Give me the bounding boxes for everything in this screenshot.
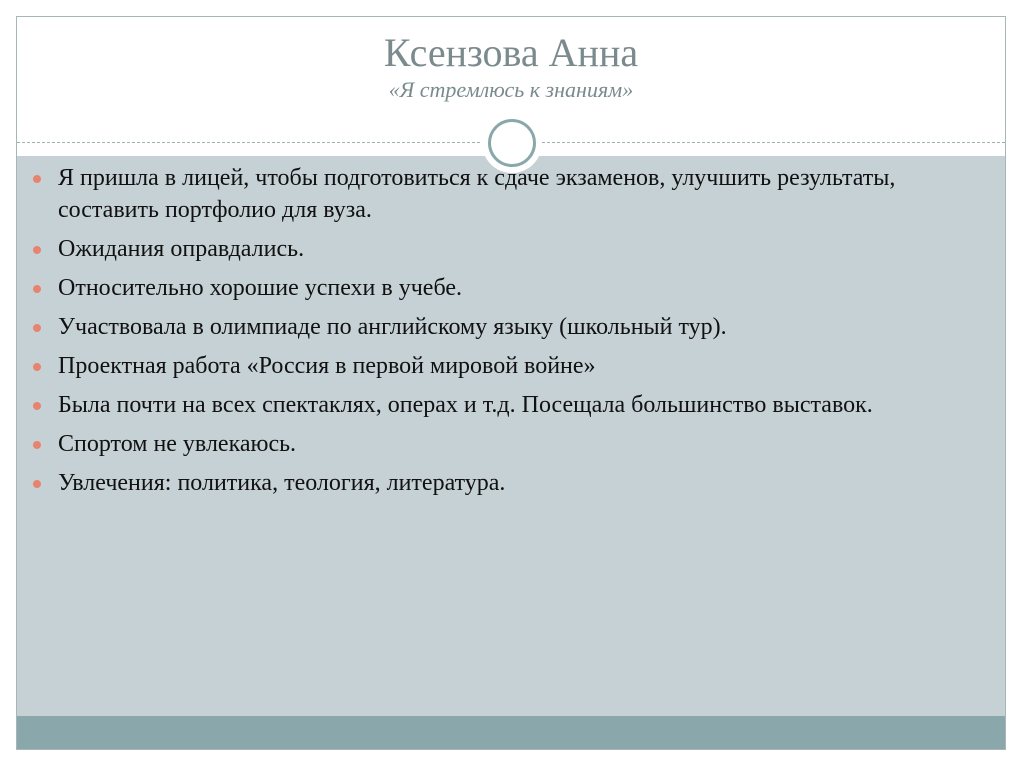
slide-subtitle: «Я стремлюсь к знаниям» (388, 77, 634, 102)
list-item-text: Проектная работа «Россия в первой мировой войне» (58, 353, 596, 379)
bullet-dot-icon (33, 402, 41, 410)
bullet-dot-icon (33, 324, 41, 332)
bullet-dot-icon (33, 285, 41, 293)
bullet-dot-icon (33, 363, 41, 371)
list-item-text: Участвовала в олимпиаде по английскому языку (школьный тур). (58, 314, 727, 340)
bullet-dot-icon (33, 480, 41, 488)
list-item (58, 428, 958, 460)
bullet-dot-icon (33, 175, 41, 183)
list-item-text: Ожидания оправдались. (58, 236, 305, 262)
list-item-text: Увлечения: политика, теология, литература. (58, 470, 506, 496)
list-item-text: Я пришла в лицей, чтобы подготовиться к сдаче экзаменов, улучшить результаты, составить портфолио для вуза. (58, 165, 896, 223)
bullet-dot-icon (33, 246, 41, 254)
list-item (58, 162, 958, 226)
list-item (58, 233, 958, 265)
list-item (58, 311, 958, 343)
list-item (58, 272, 958, 304)
slide-title: Ксензова Анна (383, 30, 639, 75)
bullet-dot-icon (33, 441, 41, 449)
list-item (58, 389, 958, 421)
list-item-text: Относительно хорошие успехи в учебе. (58, 275, 463, 301)
list-item-text: Спортом не увлекаюсь. (58, 431, 297, 457)
footer-bar (17, 716, 1005, 749)
list-item (58, 467, 958, 499)
list-item (58, 350, 958, 382)
bullet-list (58, 162, 958, 506)
ornament-ring (488, 119, 536, 167)
list-item-text: Была почти на всех спектаклях, операх и т.д. Посещала большинство выставок. (58, 392, 873, 418)
